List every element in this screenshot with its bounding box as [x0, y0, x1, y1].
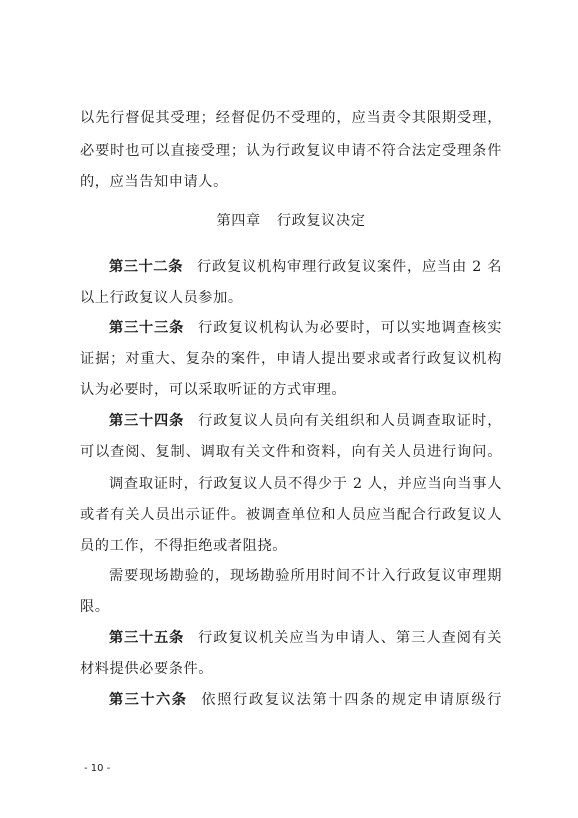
page-number: - 10 -: [84, 763, 111, 774]
chapter-number: 第四章: [216, 213, 261, 229]
paragraph-line: 调查取证时，行政复议人员不得少于 2 人，并应当向当事人: [109, 476, 502, 492]
paragraph-line: 或者有关人员出示证件。被调查单位和人员应当配合行政复议人: [80, 507, 502, 523]
article-text: 行政复议机构审理行政复议案件，应当由 2 名: [197, 259, 502, 275]
article-text: 依照行政复议法第十四条的规定申请原级行: [201, 692, 502, 708]
article-heading: 第三十五条: [109, 630, 185, 646]
paragraph-line: 的，应当告知申请人。: [80, 174, 228, 190]
article-heading: 第三十六条: [109, 692, 188, 708]
paragraph-line: 以先行督促其受理；经督促仍不受理的，应当责令其限期受理，: [80, 110, 502, 126]
paragraph-line: 证据；对重大、复杂的案件，申请人提出要求或者行政复议机构: [80, 351, 502, 367]
article-text: 行政复议机构认为必要时，可以实地调查核实: [198, 320, 502, 336]
paragraph-line: 认为必要时，可以采取听证的方式审理。: [80, 382, 347, 398]
chapter-title: 行政复议决定: [276, 213, 366, 229]
article-first-line: [80, 257, 502, 277]
paragraph-line: 可以查阅、复制、调取有关文件和资料，向有关人员进行询问。: [80, 444, 502, 460]
paragraph-line: 员的工作，不得拒绝或者阻挠。: [80, 538, 288, 554]
article-first-line: [80, 411, 502, 431]
article-text: 行政复议人员向有关组织和人员调查取证时，: [198, 413, 502, 429]
article-text: 行政复议机关应当为申请人、第三人查阅有关: [198, 630, 502, 646]
paragraph-line: 需要现场勘验的，现场勘验所用时间不计入行政复议审理期: [109, 568, 502, 584]
article-heading: 第三十四条: [109, 413, 185, 429]
article-heading: 第三十二条: [109, 259, 183, 275]
paragraph-line: 限。: [80, 599, 110, 615]
paragraph-line: 必要时也可以直接受理；认为行政复议申请不符合法定受理条件: [80, 143, 502, 159]
article-first-line: [80, 690, 502, 710]
paragraph-line: 材料提供必要条件。: [80, 661, 214, 677]
paragraph-line: 以上行政复议人员参加。: [80, 290, 243, 306]
article-first-line: [80, 628, 502, 648]
chapter-heading: [80, 211, 502, 231]
article-first-line: [80, 318, 502, 338]
article-heading: 第三十三条: [109, 320, 185, 336]
